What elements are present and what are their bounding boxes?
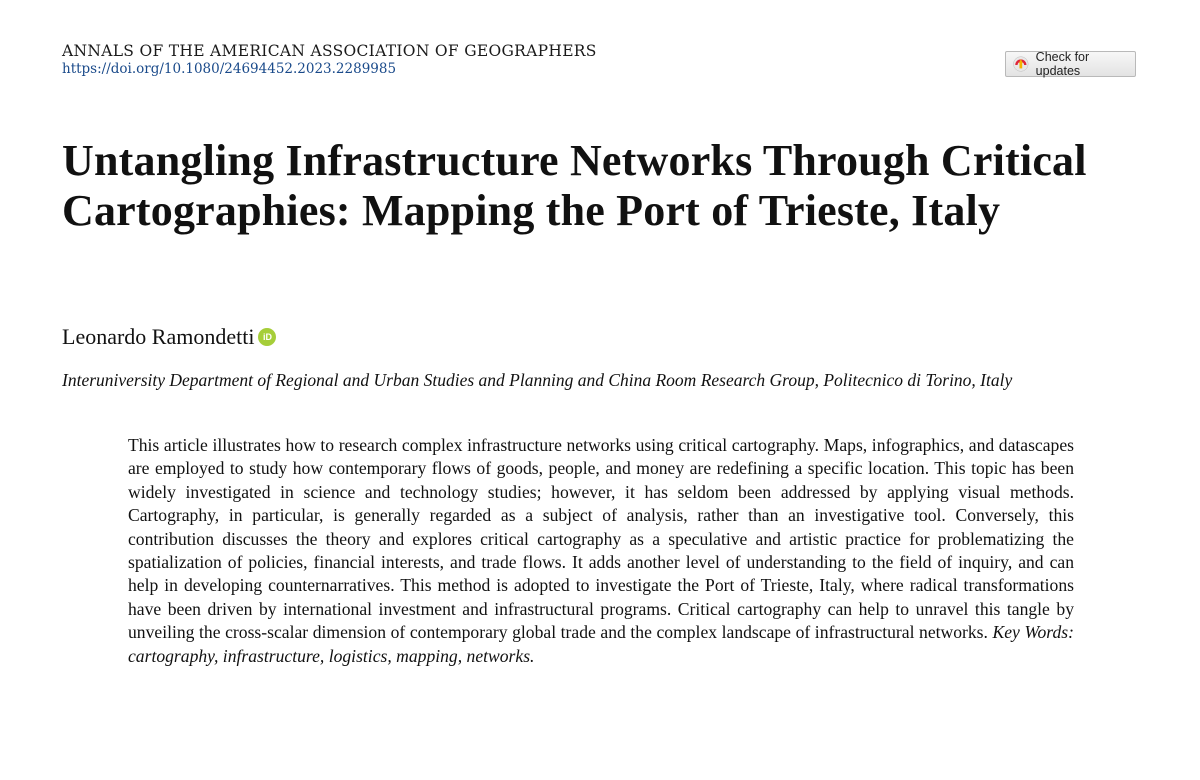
keywords-label: Key Words: (992, 622, 1074, 643)
keywords-list: cartography, infrastructure, logistics, mapping, networks. (128, 645, 535, 666)
check-for-updates-button[interactable] (1005, 51, 1136, 77)
orcid-icon[interactable]: iD (258, 328, 276, 346)
article-title: Untangling Infrastructure Networks Through Critical Cartographies: Mapping the Port of Trieste, Italy (62, 136, 1087, 235)
doi-link[interactable]: https://doi.org/10.1080/24694452.2023.2289985 (62, 61, 397, 77)
abstract-text: This article illustrates how to research complex infrastructure networks using critical cartography. Maps, infographics, and datascapes are employed to study how contemporary flows of goods, people, and money are redefining a specific location. This topic has been widely investigated in science and technology studies; however, it has seldom been addressed by applying visual methods. Cartography, in particular, is generally regarded as a subject of analysis, rather than an investigative tool. Conversely, this contribution discusses the theory and explores critical cartography as a speculative and artistic practice for problematizing the spatialization of policies, financial interests, and trade flows. It adds another level of understanding to the field of inquiry, and can help in developing counternarratives. This method is adopted to investigate the Port of Trieste, Italy, where radical transformations have been driven by international investment and infrastructural programs. Critical cartography can help to unravel this tangle by unveiling the cross-scalar dimension of contemporary global trade and the complex landscape of infrastructural networks. (128, 435, 1074, 643)
abstract (128, 434, 1074, 668)
check-for-updates-label: Check for updates (1035, 50, 1090, 78)
check-for-updates-icon (1013, 56, 1029, 72)
journal-name: ANNALS OF THE AMERICAN ASSOCIATION OF GEOGRAPHERS (62, 42, 597, 60)
author-name[interactable]: Leonardo Ramondetti (62, 324, 255, 349)
author-line (62, 324, 276, 350)
author-affiliation: Interuniversity Department of Regional and Urban Studies and Planning and China Room Research Group, Politecnico di Torino, Italy (62, 370, 1013, 390)
